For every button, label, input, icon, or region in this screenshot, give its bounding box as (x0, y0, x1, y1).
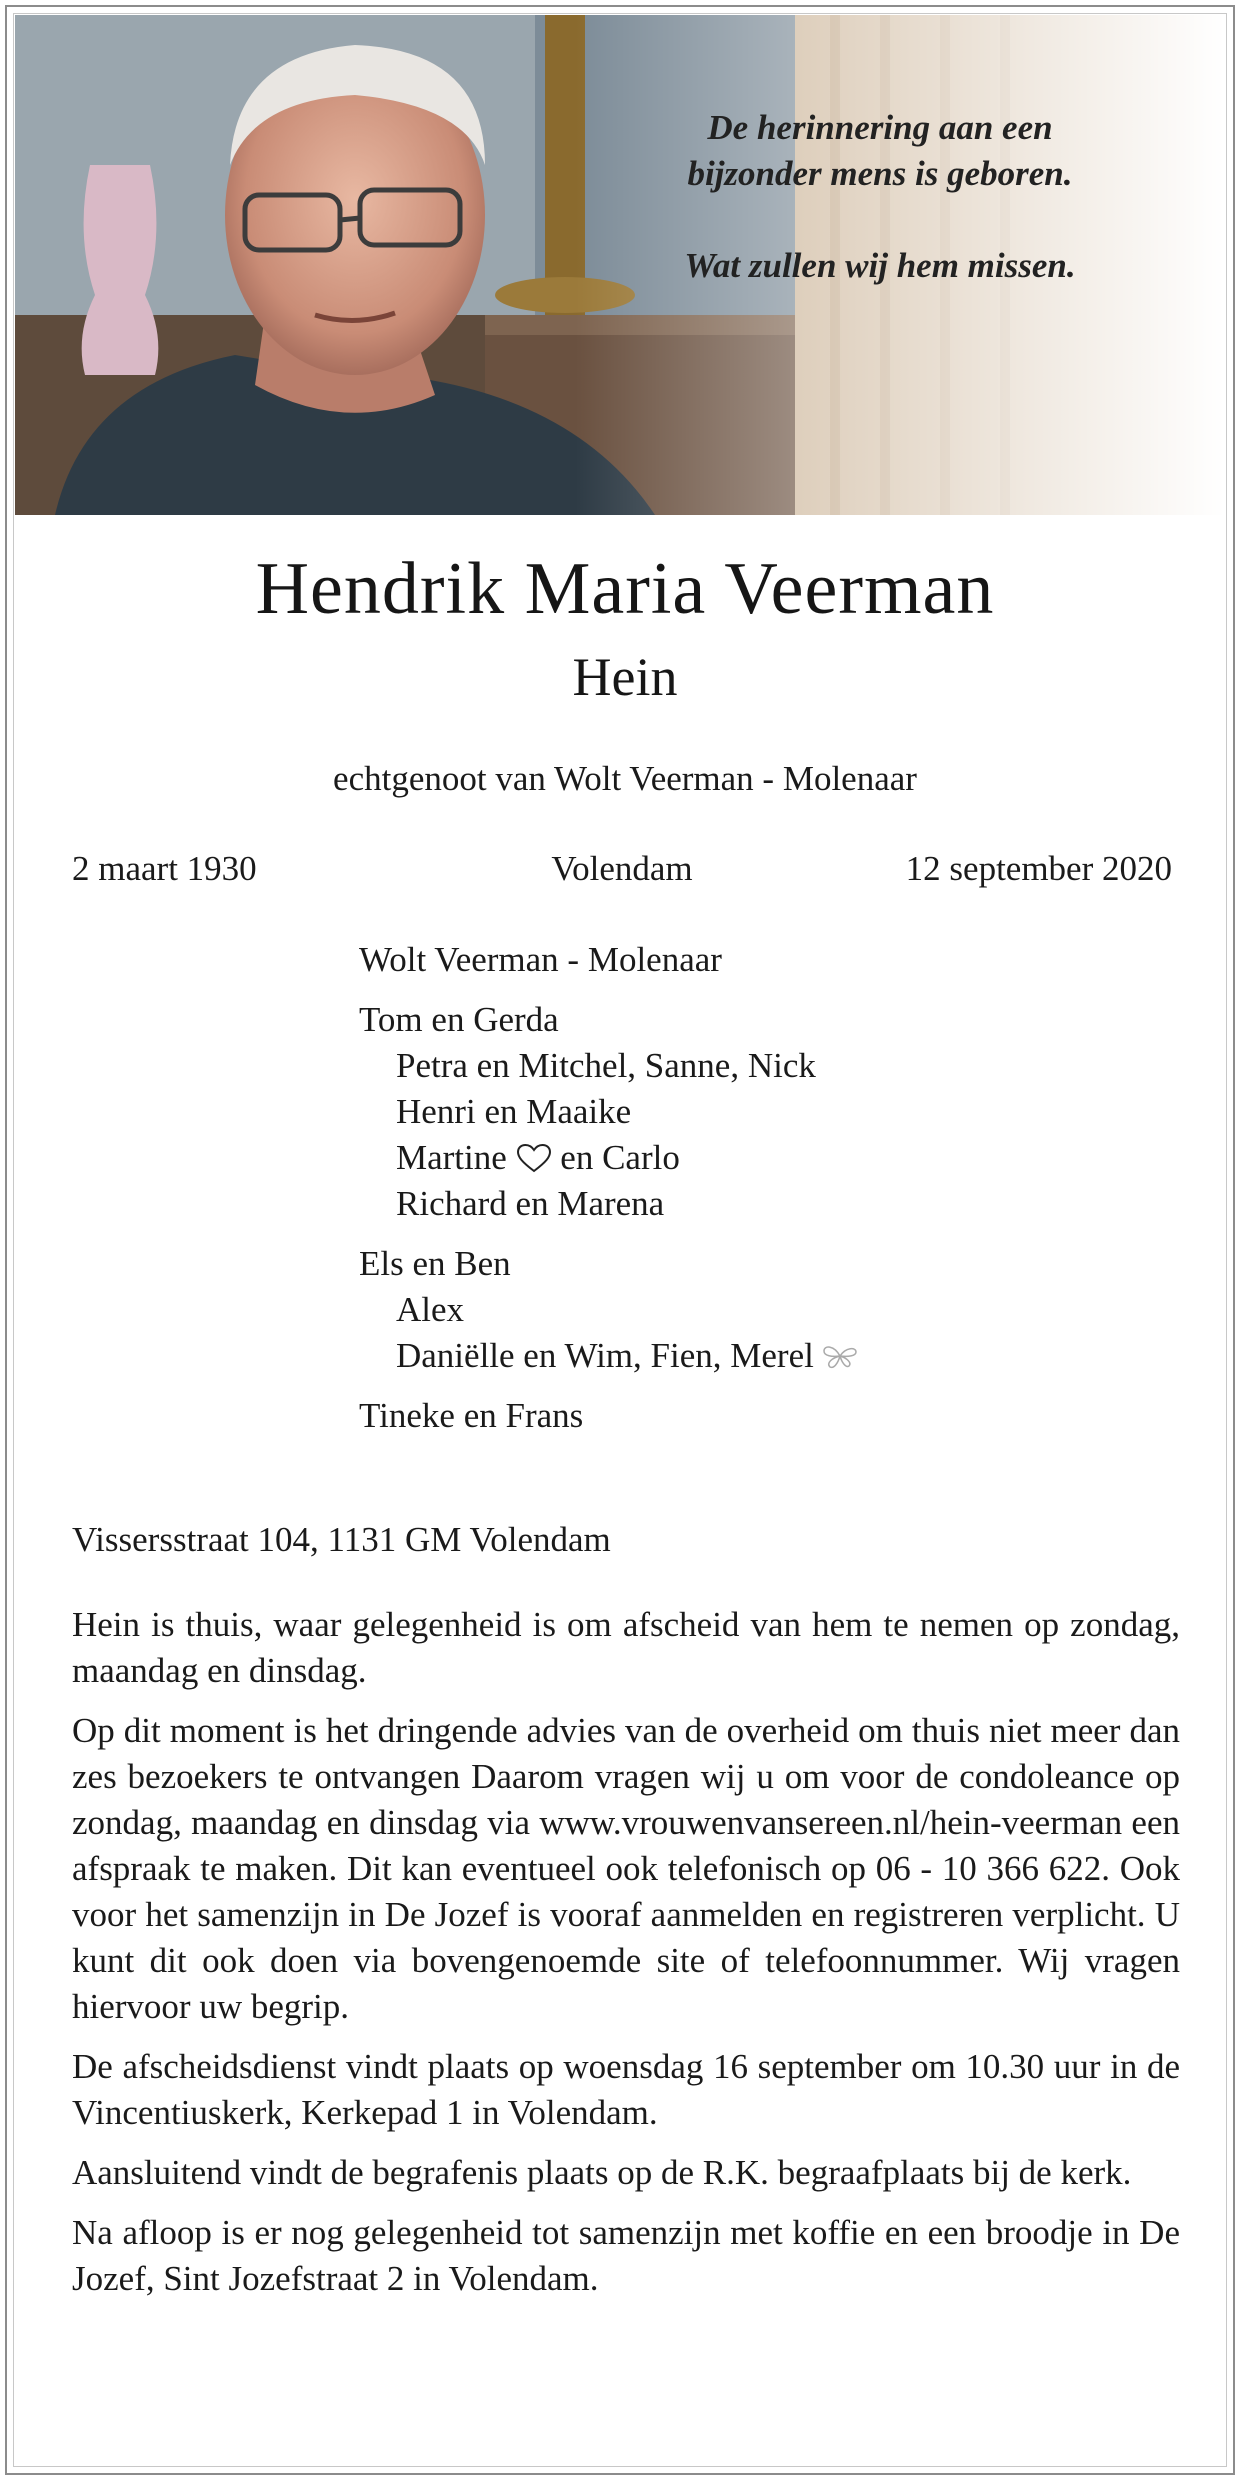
family-list (359, 937, 860, 1453)
family-member: Alex (396, 1290, 465, 1329)
paragraph-condolence: Op dit moment is het dringende advies van de overheid om thuis niet meer dan zes bezoekers te ontvangen Daarom vragen wij u om voor de condoleance op zondag, maandag en dinsdag via www.vrouwenvansereen.nl/hein-veerman een afspraak te maken. Dit kan eventueel ook telefonisch op 06 - 10 366 622. Ook voor het samenzijn in De Jozef is vooraf aanmelden en registreren verplicht. U kunt dit ook doen via bovengenoemde site of telefoonnummer. Wij vragen hiervoor uw begrip. (72, 1711, 1180, 2026)
paragraph-visitation: Hein is thuis, waar gelegenheid is om afscheid van hem te nemen op zondag, maandag en dinsdag. (72, 1605, 1180, 1690)
paragraph-burial: Aansluitend vindt de begrafenis plaats op de R.K. begraafplaats bij de kerk. (72, 2153, 1132, 2192)
deceased-nickname: Hein (572, 647, 678, 707)
spouse-line: echtgenoot van Wolt Veerman - Molenaar (333, 759, 917, 798)
home-address: Vissersstraat 104, 1131 GM Volendam (72, 1520, 611, 1559)
family-member-danielle (359, 1333, 860, 1379)
quote-line-3: Wat zullen wij hem missen. (684, 246, 1076, 285)
family-member: Petra en Mitchel, Sanne, Nick (396, 1046, 816, 1085)
family-member: Henri en Maaike (396, 1092, 632, 1131)
family-group-head: Tineke en Frans (359, 1396, 584, 1435)
family-group-3 (359, 1393, 860, 1439)
family-group-head: Tom en Gerda (359, 1000, 559, 1039)
family-group-2 (359, 1241, 860, 1379)
paragraph-reception: Na afloop is er nog gelegenheid tot samenzijn met koffie en een broodje in De Jozef, Sint Jozefstraat 2 in Volendam. (72, 2213, 1180, 2298)
family-group-1 (359, 997, 860, 1227)
family-member-name: Martine (396, 1138, 507, 1177)
birth-date: 2 maart 1930 (72, 849, 257, 888)
heart-outline-icon (516, 1143, 552, 1173)
place: Volendam (551, 849, 693, 888)
paragraph-service: De afscheidsdienst vindt plaats op woensdag 16 september om 10.30 uur in de Vincentiuskerk, Kerkepad 1 in Volendam. (72, 2047, 1180, 2132)
family-spouse-name: Wolt Veerman - Molenaar (359, 940, 722, 979)
announcement-body (72, 1602, 1180, 2316)
obituary-card (5, 5, 1235, 2475)
family-member-name: Daniëlle en Wim, Fien, Merel (396, 1336, 814, 1375)
deceased-name: Hendrik Maria Veerman (255, 548, 995, 630)
butterfly-icon (820, 1341, 860, 1371)
death-date: 12 september 2020 (905, 849, 1172, 888)
portrait-photo (15, 15, 1225, 515)
memorial-quote (620, 105, 1140, 289)
family-member-martine (359, 1135, 860, 1181)
family-member: Richard en Marena (396, 1184, 665, 1223)
family-group-head: Els en Ben (359, 1244, 511, 1283)
quote-line-2: bijzonder mens is geboren. (687, 154, 1073, 193)
family-member-partner: en Carlo (560, 1138, 680, 1177)
family-spouse (359, 937, 860, 983)
quote-line-1: De herinnering aan een (707, 108, 1053, 147)
